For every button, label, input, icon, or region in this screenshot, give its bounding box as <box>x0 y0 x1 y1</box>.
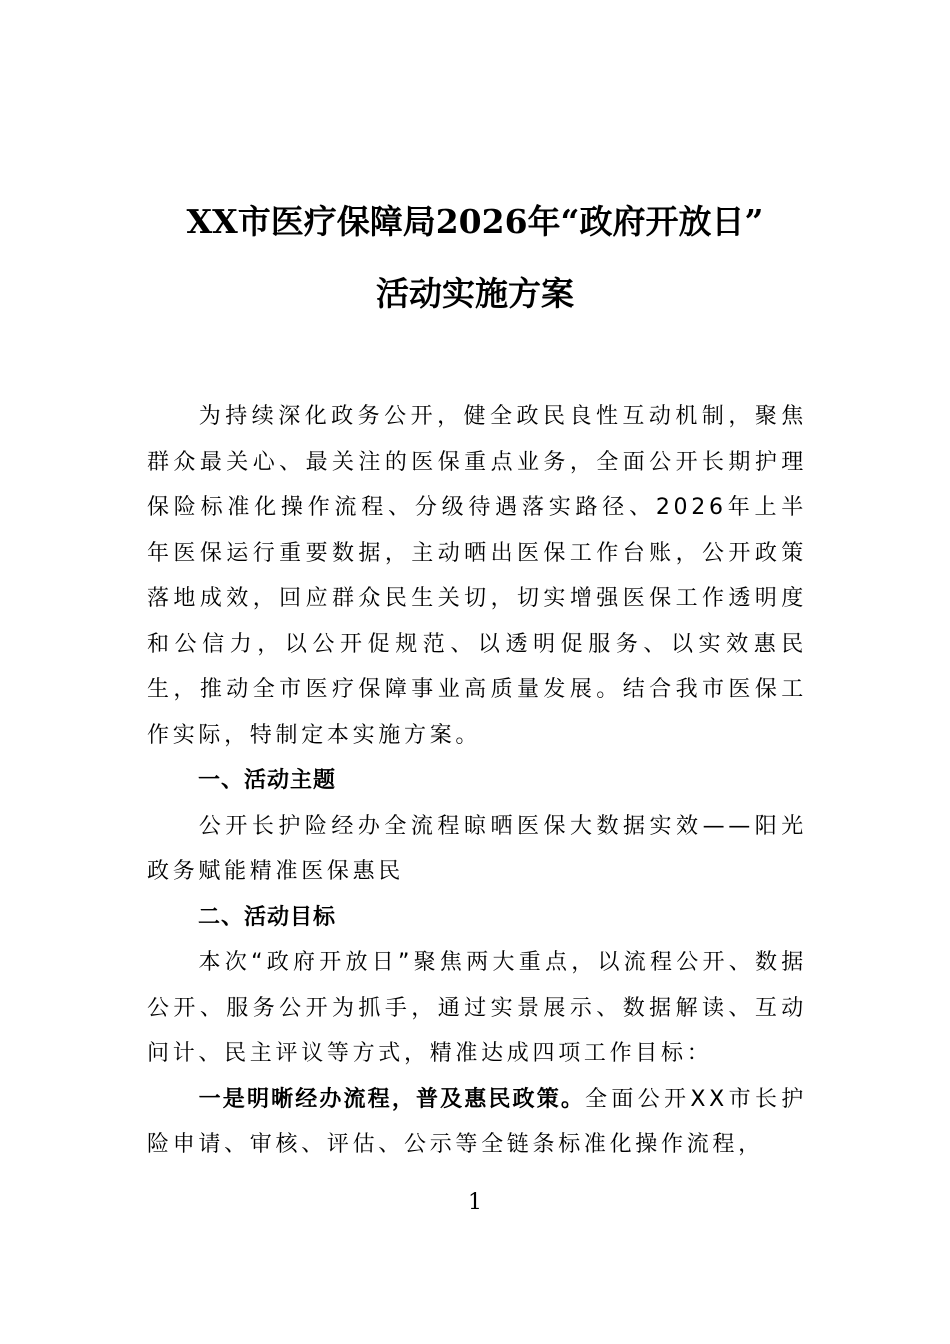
intro-paragraph-text: 为持续深化政务公开，健全政民良性互动机制，聚焦群众最关心、最关注的医保重点业务，全面公开长期护理保险标准化操作流程、分级待遇落实路径、2026年上半年医保运行重要数据，主动晒出医保工作台账，公开政策落地成效，回应群众民生关切，切实增强医保工作透明度和公信力，以公开促规范、以透明促服务、以实效惠民生，推动全市医疗保障事业高质量发展。结合我市医保工作实际，特制定本实施方案。 <box>147 404 807 748</box>
intro-paragraph <box>147 394 807 758</box>
section-heading-theme: 一、活动主题 <box>198 768 337 793</box>
goals-paragraph-text: 本次“政府开放日”聚焦两大重点，以流程公开、数据公开、服务公开为抓手，通过实景展示、数据解读、互动问计、民主评议等方式，精准达成四项工作目标： <box>147 950 807 1066</box>
page-number: 1 <box>468 1190 482 1215</box>
document-title-line-2: 活动实施方案 <box>376 274 574 313</box>
theme-paragraph-text: 公开长护险经办全流程晾晒医保大数据实效——阳光政务赋能精准医保惠民 <box>147 813 807 884</box>
goals-paragraph <box>147 940 807 1077</box>
goal-1-body: 全面公开XX市长护险申请、审核、评估、公示等全链条标准化操作流程， <box>147 1086 807 1157</box>
theme-paragraph <box>147 804 807 895</box>
document-body <box>147 394 807 1168</box>
goal-1-paragraph <box>147 1077 807 1168</box>
section-heading-goals: 二、活动目标 <box>198 904 337 930</box>
document-title-line-1: XX市医疗保障局2026年“政府开放日” <box>186 202 764 241</box>
goal-1-lead: 一是明晰经办流程，普及惠民政策。 <box>198 1086 586 1112</box>
